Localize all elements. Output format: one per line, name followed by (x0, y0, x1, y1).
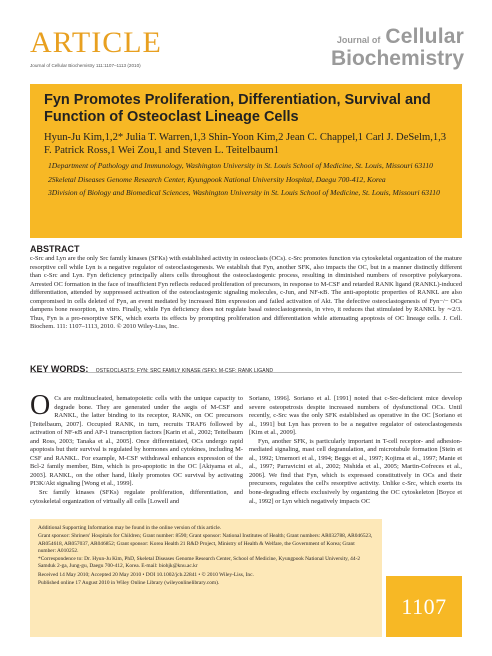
footnote-grants: Grant sponsor: Shriners' Hospitals for Children; Grant number: 8590; Grant sponsor: National Institutes of Health; Grant numbers: AR032788, AR046523, AR054618, AR057037, AR046852; Grant sponsor: Korea Health 21 R&D Project, Ministry of Health & Welfare, the Government of Korea; Grant number: A010252. (38, 533, 373, 554)
journal-name-line1: Cellular (385, 25, 464, 48)
body-column-left (30, 390, 243, 506)
footnote-supporting-info: Additional Supporting Information may be found in the online version of this article. (38, 525, 222, 531)
drop-cap: O (30, 390, 51, 421)
footnote-received: Received 14 May 2010; Accepted 20 May 2010 • DOI 10.1002/jcb.22841 • © 2010 Wiley-Liss, Inc. (38, 571, 254, 578)
journal-citation: Journal of Cellular Biochemistry 111:1107–1113 (2010) (30, 63, 141, 68)
affiliation-2: 2Skeletal Diseases Genome Research Center, Kyungpook National University Hospital, Daegu 700-412, Korea (48, 174, 386, 184)
body-text: Cs are multinucleated, hematopoietic cells with the unique capacity to degrade bone. They are generated under the aegis of M-CSF and RANKL, the latter binding to its receptor, RANK, on OC precursors [Teitelbaum, 2007]. Occupied RANK, in turn, recruits TRAF6 followed by activation of NF-κB and AP-1 transcription factors [Karin et al., 2002; Teitelbaum and Ross, 2003; Tanaka et al., 2005]. Once differentiated, OCs undergo rapid apoptosis but their survival is regulated by hormones and cytokines, including M-CSF and RANKL. For example, M-CSF withdrawal enhances expression of the Bcl-2 family member, Bim, which is pro-apoptotic in the OC [Akiyama et al., 2003]. RANKL, on the other hand, likely promotes OC survival by activating PI3K/Akt signaling [Wong et al., 1999]. (30, 395, 243, 488)
abstract-text: c-Src and Lyn are the only Src family kinases (SFKs) with established activity in osteoclasts (OCs). c-Src promotes function via cytoskeletal organization of the mature resorptive cell while Lyn is a negative regulator of osteoclastogenesis. We establish that Fyn, another SFK, also impacts the OC, but in a manner distinctly different than c-Src and Lyn. Fyn deficiency principally alters cells throughout the osteoclastogenic process, resulting in diminished numbers of resorptive polykaryons. Arrested OC formation in the face of insufficient Fyn reflects reduced proliferation of precursors, in response to M-CSF and retarded RANK ligand (RANKL)-induced differentiation, attended by suppressed activation of the osteoclastogenic signaling molecules, c-Jun, and NF-κB. The anti-apoptotic properties of RANKL are also compromised in cells deleted of Fyn, an event mediated by increased Bim expression and failed activation of Akt. The defective osteoclastogenesis of Fyn−/− OCs dampens bone resorption, in vitro. Finally, while Fyn deficiency does not regulate basal osteoclastogenesis, in vivo, it reduces that stimulated by RANKL by ∼2/3. Thus, Fyn is a pro-resorptive SFK, which exerts its effects by prompting proliferation and differentiation while attenuating apoptosis of OC lineage cells. J. Cell. Biochem. 111: 1107–1113, 2010. © 2010 Wiley-Liss, Inc. (30, 255, 462, 331)
keywords-line (30, 359, 462, 377)
affiliation-3: 3Division of Biology and Biomedical Sciences, Washington University in St. Louis School of Medicine, St. Louis, Missouri 63110 (48, 188, 440, 198)
page-number: 1107 (386, 576, 462, 637)
affiliation-1: 1Department of Pathology and Immunology, Washington University in St. Louis School of Medicine, St. Louis, Missouri 63110 (48, 161, 433, 170)
journal-logo (331, 26, 464, 69)
journal-name-small: Journal of (336, 35, 381, 45)
title-block (30, 84, 462, 238)
body-paragraph (30, 390, 243, 489)
body-paragraph: Fyn, another SFK, is particularly important in T-cell receptor- and adhesion-mediated signaling, mast cell degranulation, and microtubule formation [Stein et al., 1992; Umemori et al., 1994; Beggs et al., 1997; Kojima et al., 1997; Manie et al., 1997; Parravicini et al., 2002; Nishida et al., 2005; Martin-Cofreces et al., 2006]. We find that Fyn, which is expressed constitutively in OCs and their precursors, regulates the cell's resorptive activity. Unlike c-Src, which exerts its bone-degrading effects exclusively by organizing the OC cytoskeleton [Boyce et al., 1992] or Lyn which negatively impacts OC (249, 437, 462, 505)
keywords-text: OSTEOCLASTS; FYN; SRC FAMILY KINASE (SFK); M-CSF; RANK LIGAND (95, 368, 274, 374)
header-left (30, 28, 162, 68)
article-title: Fyn Promotes Proliferation, Differentiation, Survival and Function of Osteoclast Lineage Cells (44, 92, 431, 125)
author-list: Hyun-Ju Kim,1,2* Julia T. Warren,1,3 Shin-Yoon Kim,2 Jean C. Chappel,1 Carl J. DeSelm,1,3 F. Patrick Ross,1 Wei Zou,1 and Steven L. Teitelbaum1 (44, 132, 447, 156)
body-paragraph: Src family kinases (SFKs) regulate proliferation, differentiation, and cytoskeletal organization of virtually all cells [Lowell and (30, 489, 243, 505)
abstract-heading: ABSTRACT (30, 244, 80, 254)
body-paragraph: Soriano, 1996]. Soriano et al. [1991] noted that c-Src-deficient mice develop severe osteopetrosis despite increased numbers of dysfunctional OCs. Until recently, c-Src was the only SFK established as operative in the OC [Soriano et al., 1991] but Lyn has proven to be a negative regulator of osteoclastogenesis [Kim et al., 2009]. (249, 395, 462, 437)
footnote-correspondence: *Correspondence to: Dr. Hyun-Ju Kim, PhD, Skeletal Diseases Genome Research Center, School of Medicine, Kyungpook National University, 44-2 Samduk 2-ga, Jung-gu, Daegu 700-412, Korea. E-mail: biohjk@knu.ac.kr (38, 556, 361, 570)
keywords-label: KEY WORDS: (30, 364, 89, 374)
footnote-published: Published online 17 August 2010 in Wiley Online Library (wileyonlinelibrary.com). (38, 579, 220, 586)
footnote-box (30, 519, 382, 637)
body-column-right (249, 395, 462, 506)
section-divider (30, 372, 462, 373)
article-type-label: ARTICLE (30, 26, 162, 59)
journal-name-line2: Biochemistry (330, 47, 464, 70)
